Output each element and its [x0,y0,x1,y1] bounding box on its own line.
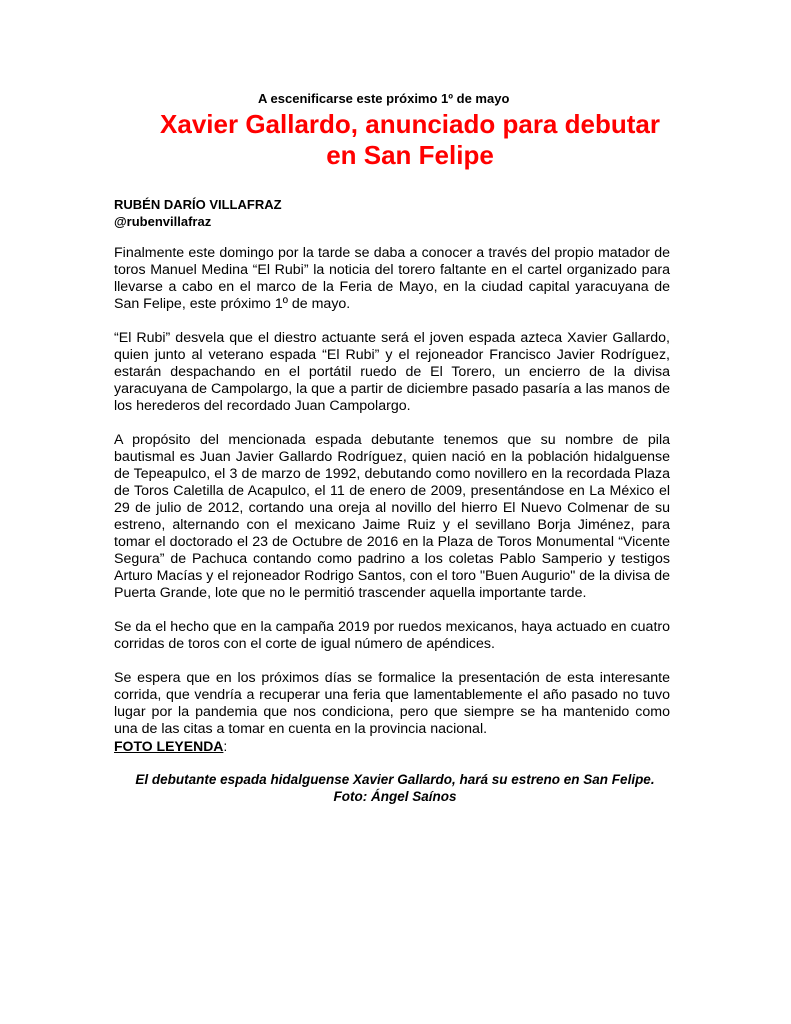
article-body [114,245,670,755]
caption-line-1: El debutante espada hidalguense Xavier Gallardo, hará su estreno en San Felipe. [135,772,655,787]
paragraph-3: A propósito del mencionada espada debutante tenemos que su nombre de pila bautismal es Juan Javier Gallardo Rodríguez, quien nació en la población hidalguense de Tepeapulco, el 3 de marzo de 1992, debutando como novillero en la recordada Plaza de Toros Caletilla de Acapulco, el 11 de enero de 2009, presentándose en La México el 29 de julio de 2012, cortando una oreja al novillo del hierro El Nuevo Colmenar de su estreno, alternando con el mexicano Jaime Ruiz y el sevillano Borja Jiménez, para tomar el doctorado el 23 de Octubre de 2016 en la Plaza de Toros Monumental “Vicente Segura” de Pachuca contando como padrino a los coletas Pablo Samperio y testigos Arturo Macías y el rejoneador Rodrigo Santos, con el toro "Buen Augurio" de la divisa de Puerta Grande, lote que no le permitió trascender aquella importante tarde. [114,432,670,601]
caption-line-2: Foto: Ángel Saínos [333,789,457,804]
photo-legend-heading [114,738,227,755]
paragraph-5: Se espera que en los próximos días se formalice la presentación de esta interesante corrida, que vendría a recuperar una feria que lamentablemente el año pasado no tuvo lugar por la pandemia que nos condiciona, pero que siempre se ha mantenido como una de las citas a tomar en cuenta en la provincia nacional. [114,670,670,737]
paragraph-4: Se da el hecho que en la campaña 2019 por ruedos mexicanos, haya actuado en cuatro corridas de toros con el corte de igual número de apéndices. [114,619,670,652]
photo-caption [100,771,690,805]
photo-legend-colon: : [223,738,228,754]
byline [114,196,282,230]
kicker: A escenificarse este próximo 1º de mayo [258,91,510,106]
author-handle: @rubenvillafraz [114,214,212,229]
headline [140,109,680,171]
paragraph-2: “El Rubi” desvela que el diestro actuante será el joven espada azteca Xavier Gallardo, quien junto al veterano espada “El Rubi” y el rejoneador Francisco Javier Rodríguez, estarán despachando en el portátil ruedo de El Torero, un encierro de la divisa yaracuyana de Campolargo, la que a partir de diciembre pasado pasaría a las manos de los herederos del recordado Juan Campolargo. [114,330,671,414]
author-name: RUBÉN DARÍO VILLAFRAZ [114,197,282,212]
paragraph-1: Finalmente este domingo por la tarde se daba a conocer a través del propio matador de toros Manuel Medina “El Rubi” la noticia del torero faltante en el cartel organizado para llevarse a cabo en el marco de la Feria de Mayo, en la ciudad capital yaracuyana de San Felipe, este próximo 1º de mayo. [114,245,670,312]
headline-line-1: Xavier Gallardo, anunciado para debutar [160,109,660,139]
headline-line-2: en San Felipe [326,140,494,170]
photo-legend-label: FOTO LEYENDA [114,738,224,754]
